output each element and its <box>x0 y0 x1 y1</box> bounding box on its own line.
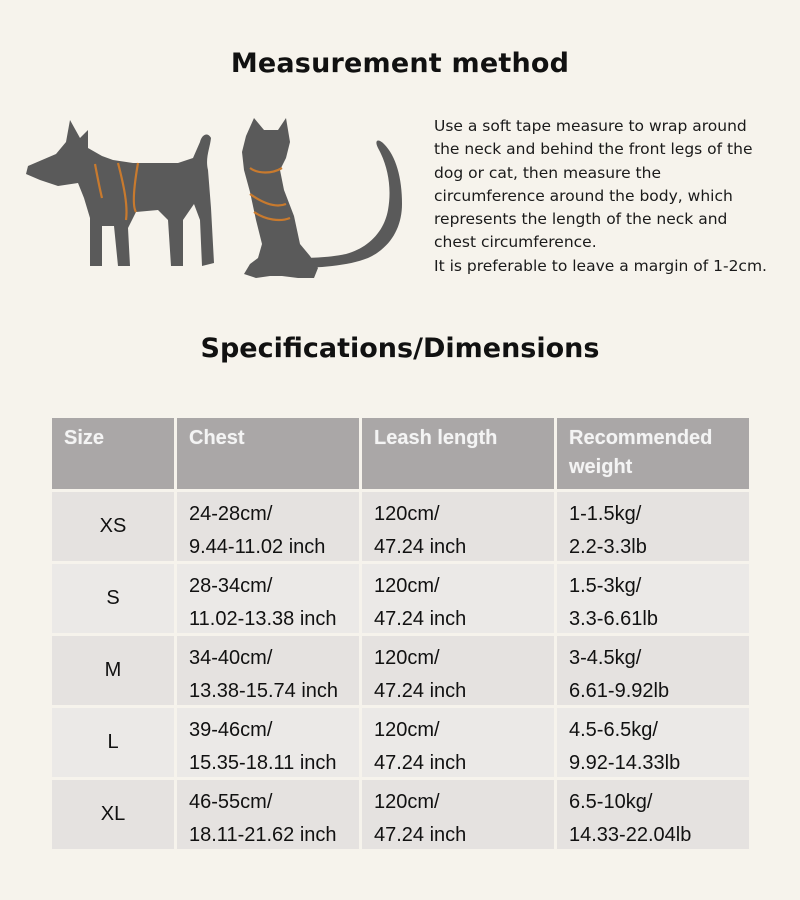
leash-cell <box>362 780 557 852</box>
chest-inch: 9.44-11.02 inch <box>189 536 326 558</box>
header-recommended-weight-label: Recommended weight <box>569 427 713 478</box>
chest-cell <box>177 564 362 636</box>
instruction-line: chest circumference. <box>434 233 597 252</box>
size-cell: L <box>52 708 177 780</box>
leash-cm: 120cm/ <box>374 503 440 525</box>
chest-cm: 24-28cm/ <box>189 503 273 525</box>
table-row <box>52 564 752 636</box>
weight-kg: 4.5-6.5kg/ <box>569 719 658 741</box>
size-cell: M <box>52 636 177 708</box>
chest-cm: 46-55cm/ <box>189 791 273 813</box>
instruction-line: Use a soft tape measure to wrap around <box>434 117 747 135</box>
size-cell: XS <box>52 492 177 564</box>
size-cell: XL <box>52 780 177 852</box>
weight-cell <box>557 492 752 564</box>
leash-cm: 120cm/ <box>374 791 440 813</box>
chest-inch: 11.02-13.38 inch <box>189 608 337 630</box>
chest-inch: 13.38-15.74 inch <box>189 680 339 702</box>
header-recommended-weight <box>557 418 752 492</box>
weight-kg: 3-4.5kg/ <box>569 647 642 669</box>
weight-cell <box>557 708 752 780</box>
leash-cell <box>362 492 557 564</box>
chest-cm: 39-46cm/ <box>189 719 273 741</box>
chest-cell <box>177 492 362 564</box>
leash-inch: 47.24 inch <box>374 608 467 630</box>
weight-kg: 1.5-3kg/ <box>569 575 642 597</box>
instruction-line: represents the length of the neck and <box>434 210 728 229</box>
instruction-line: It is preferable to leave a margin of 1-2cm. <box>434 256 767 275</box>
table-row <box>52 780 752 852</box>
leash-cell <box>362 564 557 636</box>
size-table <box>52 418 752 852</box>
chest-inch: 18.11-21.62 inch <box>189 824 337 846</box>
weight-lb: 3.3-6.61lb <box>569 608 658 630</box>
weight-kg: 6.5-10kg/ <box>569 791 653 813</box>
leash-cm: 120cm/ <box>374 575 440 597</box>
chest-inch: 15.35-18.11 inch <box>189 752 337 774</box>
measurement-method-title: Measurement method <box>230 48 570 79</box>
weight-cell <box>557 780 752 852</box>
table-body <box>52 492 752 852</box>
table-header-row <box>52 418 752 492</box>
chest-cell <box>177 708 362 780</box>
weight-lb: 2.2-3.3lb <box>569 536 647 558</box>
header-chest: Chest <box>177 418 362 492</box>
specifications-title: Specifications/Dimensions <box>200 333 600 364</box>
table-row <box>52 492 752 564</box>
instruction-line: circumference around the body, which <box>434 186 733 205</box>
instruction-line: dog or cat, then measure the <box>434 163 661 182</box>
instruction-line: the neck and behind the front legs of the <box>434 140 753 159</box>
pet-illustration <box>18 108 418 293</box>
header-leash-length: Leash length <box>362 418 557 492</box>
leash-inch: 47.24 inch <box>374 680 467 702</box>
leash-inch: 47.24 inch <box>374 824 467 846</box>
leash-inch: 47.24 inch <box>374 536 467 558</box>
weight-kg: 1-1.5kg/ <box>569 503 642 525</box>
weight-cell <box>557 636 752 708</box>
chest-cell <box>177 636 362 708</box>
chest-cell <box>177 780 362 852</box>
table-row <box>52 636 752 708</box>
leash-cell <box>362 708 557 780</box>
size-cell: S <box>52 564 177 636</box>
table-row <box>52 708 752 780</box>
chest-cm: 34-40cm/ <box>189 647 273 669</box>
weight-lb: 14.33-22.04lb <box>569 824 692 846</box>
dog-silhouette-icon <box>26 120 214 266</box>
header-size: Size <box>52 418 177 492</box>
chest-cm: 28-34cm/ <box>189 575 273 597</box>
leash-inch: 47.24 inch <box>374 752 467 774</box>
leash-cell <box>362 636 557 708</box>
weight-lb: 6.61-9.92lb <box>569 680 670 702</box>
cat-silhouette-icon <box>242 118 402 278</box>
weight-lb: 9.92-14.33lb <box>569 752 681 774</box>
leash-cm: 120cm/ <box>374 719 440 741</box>
weight-cell <box>557 564 752 636</box>
measurement-instructions <box>434 115 789 278</box>
leash-cm: 120cm/ <box>374 647 440 669</box>
